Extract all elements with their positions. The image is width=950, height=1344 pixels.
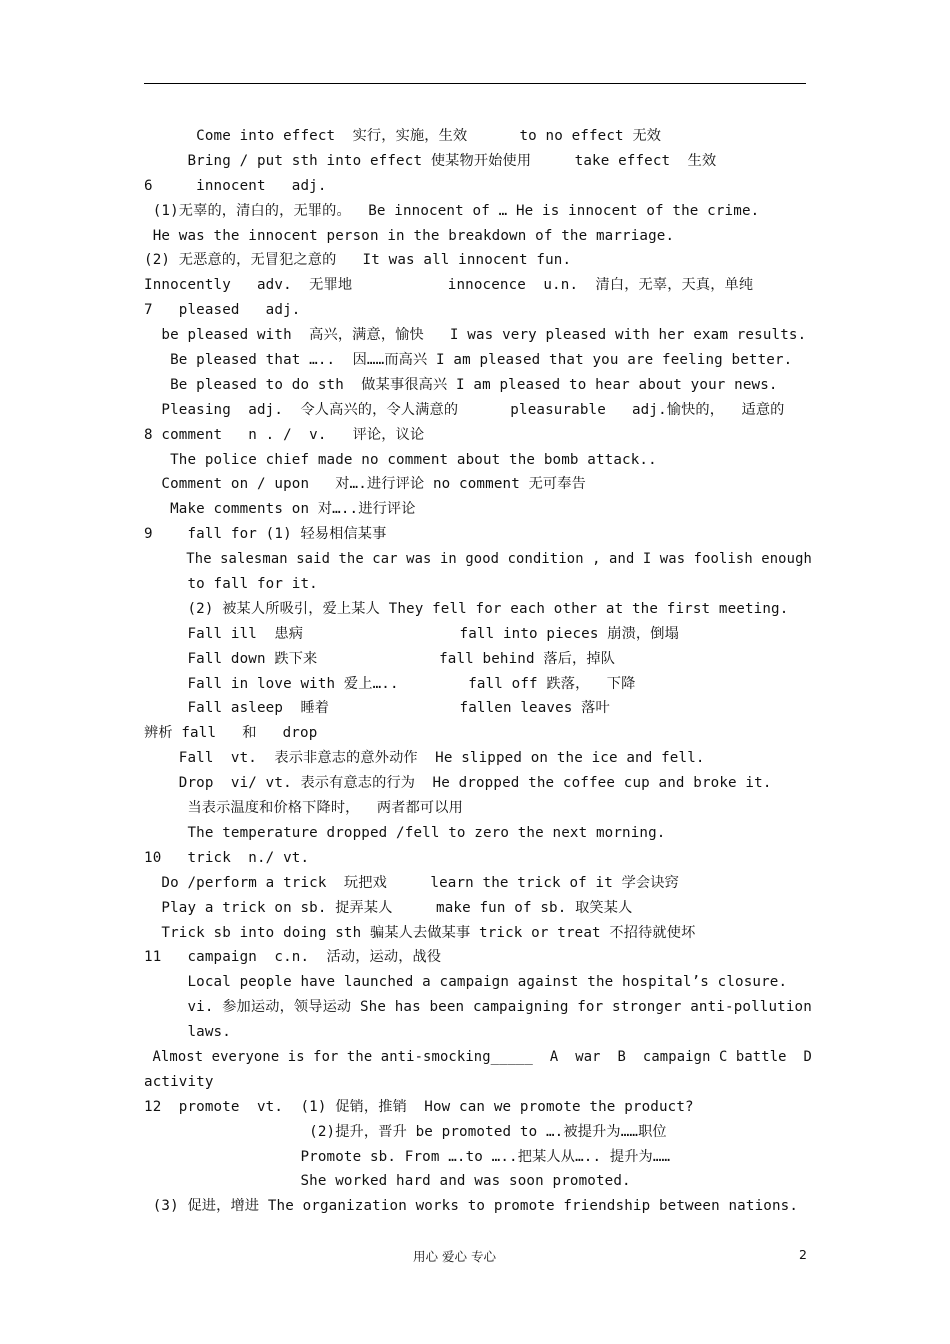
- line-text: activity: [144, 1073, 214, 1090]
- line-text: Play a trick on sb. 捉弄某人 make fun of sb. 取笑某人: [144, 899, 633, 916]
- line-text: vi. 参加运动，领导运动 She has been campaigning for stronger anti-pollution: [144, 999, 812, 1016]
- line-text: Local people have launched a campaign against the hospital’s closure.: [144, 974, 788, 991]
- line-text: He was the innocent person in the breakdown of the marriage.: [144, 227, 675, 244]
- line-text: (2)提升，晋升 be promoted to ….被提升为……职位: [144, 1123, 667, 1140]
- line-text: 8 comment n . / v. 评论，议论: [144, 426, 425, 443]
- text-line: [144, 771, 824, 796]
- text-line: [144, 572, 824, 597]
- text-line: [144, 448, 824, 473]
- header-rule: [144, 83, 806, 84]
- text-line: [144, 1169, 824, 1194]
- text-line: [144, 1045, 824, 1070]
- line-text: The salesman said the car was in good condition , and I was foolish enough: [144, 551, 812, 568]
- line-text: The police chief made no comment about the bomb attack..: [144, 451, 657, 468]
- text-line: [144, 1194, 824, 1219]
- line-text: Pleasing adj. 令人高兴的，令人满意的 pleasurable adj.愉快的， 适意的: [144, 401, 785, 418]
- line-text: 12 promote vt. (1) 促销，推销 How can we promote the product?: [144, 1098, 694, 1115]
- line-text: 辨析 fall 和 drop: [144, 725, 318, 742]
- text-line: [144, 796, 824, 821]
- line-text: Fall down 跌下来 fall behind 落后，掉队: [144, 650, 616, 667]
- line-text: Be pleased that ….. 因……而高兴 I am pleased that you are feeling better.: [144, 352, 793, 369]
- text-line: [144, 622, 824, 647]
- text-line: [144, 398, 824, 423]
- line-text: Trick sb into doing sth 骗某人去做某事 trick or treat 不招待就使坏: [144, 924, 696, 941]
- text-line: [144, 472, 824, 497]
- line-text: (1)无辜的，清白的，无罪的。 Be innocent of … He is innocent of the crime.: [144, 202, 760, 219]
- text-line: [144, 1145, 824, 1170]
- line-text: to fall for it.: [144, 576, 318, 593]
- text-line: [144, 921, 824, 946]
- text-line: [144, 323, 824, 348]
- line-text: be pleased with 高兴，满意，愉快 I was very pleased with her exam results.: [144, 327, 807, 344]
- line-text: 7 pleased adj.: [144, 302, 301, 319]
- line-text: 11 campaign c.n. 活动，运动，战役: [144, 949, 442, 966]
- document-body: [144, 124, 824, 1219]
- text-line: [144, 522, 824, 547]
- line-text: Come into effect 实行，实施，生效 to no effect 无效: [144, 128, 662, 144]
- text-line: [144, 149, 824, 174]
- line-text: Fall ill 患病 fall into pieces 崩溃，倒塌: [144, 625, 679, 642]
- line-text: Do /perform a trick 玩把戏 learn the trick of it 学会诀窍: [144, 874, 679, 891]
- text-line: [144, 746, 824, 771]
- text-line: [144, 647, 824, 672]
- text-line: [144, 721, 824, 746]
- line-text: 9 fall for (1) 轻易相信某事: [144, 526, 387, 543]
- text-line: [144, 896, 824, 921]
- line-text: Be pleased to do sth 做某事很高兴 I am pleased to hear about your news.: [144, 376, 778, 393]
- line-text: Make comments on 对…..进行评论: [144, 501, 416, 518]
- text-line: [144, 423, 824, 448]
- text-line: [144, 1095, 824, 1120]
- line-text: Drop vi/ vt. 表示有意志的行为 He dropped the coffee cup and broke it.: [144, 775, 772, 792]
- line-text: Fall vt. 表示非意志的意外动作 He slipped on the ice and fell.: [144, 750, 705, 767]
- text-line: [144, 696, 824, 721]
- footer-text: 用心 爱心 专心: [413, 1249, 496, 1264]
- text-line: [144, 298, 824, 323]
- line-text: Fall in love with 爱上….. fall off 跌落， 下降: [144, 675, 636, 692]
- text-line: [144, 1120, 824, 1145]
- line-text: Promote sb. From ….to …..把某人从….. 提升为……: [144, 1148, 671, 1165]
- text-line: [144, 224, 824, 249]
- text-line: [144, 672, 824, 697]
- page-footer: [0, 1247, 950, 1267]
- text-line: [144, 871, 824, 896]
- text-line: [144, 373, 824, 398]
- line-text: Innocently adv. 无罪地 innocence u.n. 清白，无辜，天真，单纯: [144, 277, 754, 294]
- text-line: [144, 248, 824, 273]
- line-text: 10 trick n./ vt.: [144, 849, 310, 866]
- line-text: Fall asleep 睡着 fallen leaves 落叶: [144, 700, 610, 717]
- line-text: Bring / put sth into effect 使某物开始使用 take effect 生效: [144, 152, 717, 169]
- page-number: 2: [799, 1247, 807, 1262]
- text-line: [144, 945, 824, 970]
- line-text: (2) 无恶意的，无冒犯之意的 It was all innocent fun.: [144, 252, 572, 269]
- line-text: Comment on / upon 对….进行评论 no comment 无可奉告: [144, 476, 586, 493]
- text-line: [144, 1020, 824, 1045]
- line-text: (2) 被某人所吸引，爱上某人 They fell for each other at the first meeting.: [144, 600, 789, 617]
- line-text: 6 innocent adj.: [144, 177, 327, 194]
- text-line: [144, 348, 824, 373]
- line-text: laws.: [144, 1024, 231, 1041]
- text-line: [144, 995, 824, 1020]
- line-text: 当表示温度和价格下降时， 两者都可以用: [144, 800, 463, 817]
- text-line: [144, 124, 824, 149]
- text-line: [144, 821, 824, 846]
- text-line: [144, 970, 824, 995]
- text-line: [144, 547, 824, 572]
- line-text: She worked hard and was soon promoted.: [144, 1173, 631, 1190]
- text-line: [144, 174, 824, 199]
- text-line: [144, 497, 824, 522]
- text-line: [144, 1070, 824, 1095]
- line-text: Almost everyone is for the anti-smocking_____ A war B campaign C battle D: [144, 1048, 812, 1065]
- line-text: The temperature dropped /fell to zero the next morning.: [144, 824, 666, 841]
- text-line: [144, 597, 824, 622]
- text-line: [144, 846, 824, 871]
- text-line: [144, 273, 824, 298]
- text-line: [144, 199, 824, 224]
- line-text: (3) 促进，增进 The organization works to promote friendship between nations.: [144, 1198, 799, 1215]
